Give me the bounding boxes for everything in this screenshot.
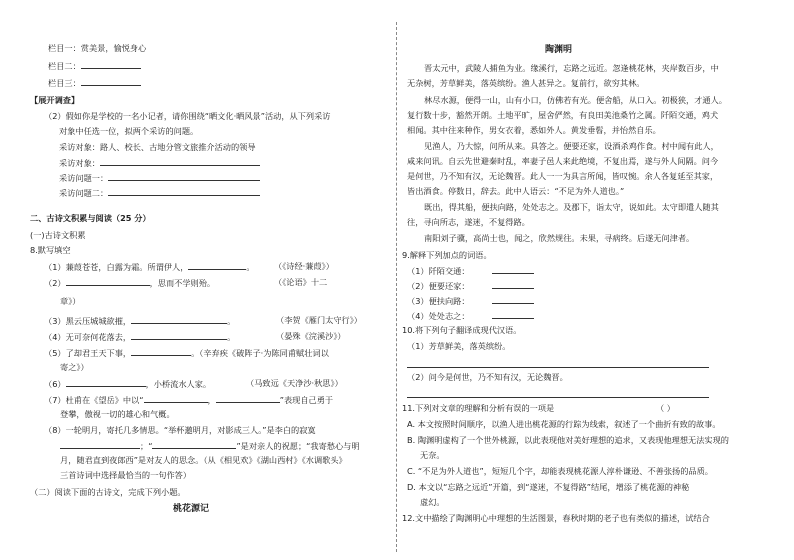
q10-2-answer [407,390,709,399]
q8-heading: 8.默写填空 [30,245,71,255]
q9-item-1: （1）阡陌交通： [407,266,534,275]
question1-blank[interactable] [108,173,260,181]
fill-6-blank[interactable] [66,379,146,387]
part2-heading: 二、古诗文积累与阅读（25 分） [30,213,151,223]
question2-line: 采访问题二： [59,188,260,197]
fill-5: （5）了却君王天下事， 。（辛弃疾《破阵子·为陈同甫赋壮词以 [44,348,329,358]
fill-5-cont: 寄之》） [60,362,89,372]
fill-7-blank-a[interactable] [144,395,208,403]
fill-1: （1）蒹葭苍苍，白露为霜。所谓伊人， 。 [44,262,255,272]
option-d-line1: D. 本文以“忘路之远近”开篇，到“遂迷，不复得路”结尾，增添了桃花源的神秘 [407,482,690,492]
option-c: C. “不足为外人道也”，短短几个字，却能表现桃花源人淳朴谦逊、不善张扬的品质。 [407,466,713,476]
column-three-blank[interactable] [81,78,141,86]
para2-line2: 复行数十步，豁然开朗。土地平旷，屋舍俨然，有良田美池桑竹之属。阡陌交通，鸡犬 [407,110,719,120]
poem-title: 桃花源记 [173,504,210,514]
para2-line1: 林尽水源，便得一山，山有小口，仿佛若有光。便舍船，从口入。初极狭，才通人。 [424,95,727,105]
section-heading: 【展开调查】 [30,95,80,105]
question1-line: 采访问题一： [59,173,260,182]
fill-8-line2: ；“ ”是对亲人的祝愿；“我寄愁心与明 [60,441,360,450]
q9-blank-4[interactable] [492,311,534,319]
para1-line1: 晋太元中，武陵人捕鱼为业。缘溪行，忘路之远近。忽逢桃花林，夹岸数百步，中 [424,63,719,73]
option-a: A. 本文按照时间顺序，以渔人进出桃花源的行踪为线索，叙述了一个曲折有致的故事。 [407,419,721,429]
q12-heading: 12.文中描绘了陶渊明心中理想的生活图景，春秋时期的老子也有类似的描述，试结合 [402,513,710,523]
fill-5-blank[interactable] [131,348,191,356]
fill-2: （2） ，思而不学则殆。 [44,278,216,288]
fill-3-blank[interactable] [131,316,227,324]
fill-8-blank-b[interactable] [152,441,236,449]
q9-heading: 9.解释下列加点的词语。 [402,250,492,260]
q10-1-blank[interactable] [407,360,709,368]
fill-8-line3: 月，随君直到夜郎西”是对友人的思念。（从《相见欢》《湖山西村》《水调歌头》 [60,455,347,465]
fill-8-line1: （8）一轮明月，寄托几多情思。“举杯邀明月，对影成三人。”是李白的寂寞 [44,425,316,435]
q10-1-answer [407,360,709,369]
para2-line3: 相闻。其中往来种作，男女衣着，悉如外人。黄发垂髫，并怡然自乐。 [407,125,661,135]
q2-line1: （2）假如你是学校的一名小记者，请你围绕“晒文化·晒风景”活动，从下列采访 [44,111,331,121]
fill-8-line4: 三首诗词中选择最恰当的一句作答） [60,470,192,480]
interviewees: 采访对象：路人、校长、古地分管文旅推介活动的领导 [59,142,256,152]
fill-3: （3）黑云压城城欲摧， 。 [44,316,236,326]
question2-blank[interactable] [108,188,260,196]
option-d-line2: 虚幻。 [420,497,445,507]
author: 陶渊明 [545,45,573,55]
column-two-line: 栏目二： [48,61,141,70]
fill-6-source: （马致远《天净沙·秋思》） [246,378,343,388]
q11-heading: 11.下列对文章的理解和分析有误的一项是 [402,403,555,413]
q9-item-4: （4）处处志之： [407,311,534,320]
fill-8-blank-a[interactable] [60,441,140,449]
para4-line1: 既出，得其船，便扶向路，处处志之。及郡下，诣太守，说如此。太守即遣人随其 [424,202,719,212]
fill-7-blank-b[interactable] [216,395,280,403]
fill-4-blank[interactable] [131,332,227,340]
para4-line2: 往，寻向所志，遂迷，不复得路。 [407,217,530,227]
column-one-line: 栏目一：赏美景，愉悦身心 [48,43,147,53]
para3-line1: 见渔人，乃大惊，问所从来。具答之。便要还家，设酒杀鸡作食。村中闻有此人， [424,141,719,151]
fill-4-source: （晏殊《浣溪沙》） [276,331,346,341]
sub1-heading: (一)古诗文积累 [30,230,86,240]
q10-2: （2）问今是何世，乃不知有汉，无论魏晋。 [407,372,568,382]
para5-line1: 南阳刘子骥，高尚士也，闻之，欣然规往。未果，寻病终。后遂无问津者。 [424,233,695,243]
q9-blank-2[interactable] [492,281,534,289]
q10-2-blank[interactable] [407,390,709,398]
q9-item-3: （3）便扶向路： [407,296,534,305]
column-divider [396,22,397,552]
fill-2-source: （《论语》十二 [274,277,328,287]
fill-6: （6） ，小桥流水人家。 [44,379,212,389]
option-b-line1: B. 陶渊明虚构了一个世外桃源，以此表现他对美好理想的追求，又表现他理想无法实现的 [407,435,729,445]
fill-7-cont: 登攀，傲视一切的雄心和气概。 [60,409,175,419]
q9-item-2: （2）便要还家： [407,281,534,290]
target-blank[interactable] [100,158,260,166]
fill-1-source: （《诗经·蒹葭》） [274,261,334,271]
para3-line4: 皆出酒食。停数日，辞去。此中人语云：“不足为外人道也。” [407,186,625,196]
target-line: 采访对象： [59,158,260,167]
fill-4: （4）无可奈何花落去， 。 [44,332,236,342]
q2-line2: 对象中任选一位，拟两个采访的问题。 [59,126,199,136]
column-three-line: 栏目三： [48,78,141,87]
q11-answer-bracket[interactable]: （ ） [656,403,675,413]
para3-line3: 是何世，乃不知有汉，无论魏晋。此人一一为具言所闻，皆叹惋。余人各复延至其家， [407,171,719,181]
option-b-line2: 无奈。 [420,450,445,460]
q10-heading: 10.将下列句子翻译成现代汉语。 [402,325,522,335]
q10-1: （1）芳草鲜美，落英缤纷。 [407,341,511,351]
fill-1-blank[interactable] [188,262,246,270]
q9-blank-1[interactable] [492,266,534,274]
sub2-heading: （二）阅读下面的古诗文，完成下列小题。 [30,487,186,497]
para1-line2: 无杂树，芳草鲜美，落英缤纷。渔人甚异之。复前行，欲穷其林。 [407,78,645,88]
fill-3-source: （李贺《雁门太守行》） [276,315,362,325]
column-two-blank[interactable] [81,61,141,69]
fill-2-cont: 章》） [60,296,81,306]
q9-blank-3[interactable] [492,296,534,304]
para3-line2: 咸来问讯。自云先世避秦时乱，率妻子邑人来此绝境，不复出焉，遂与外人间隔。问今 [407,156,719,166]
fill-7: （7）杜甫在《望岳》中以“ ， ”表现自己勇于 [44,395,334,405]
fill-2-blank[interactable] [66,278,150,286]
